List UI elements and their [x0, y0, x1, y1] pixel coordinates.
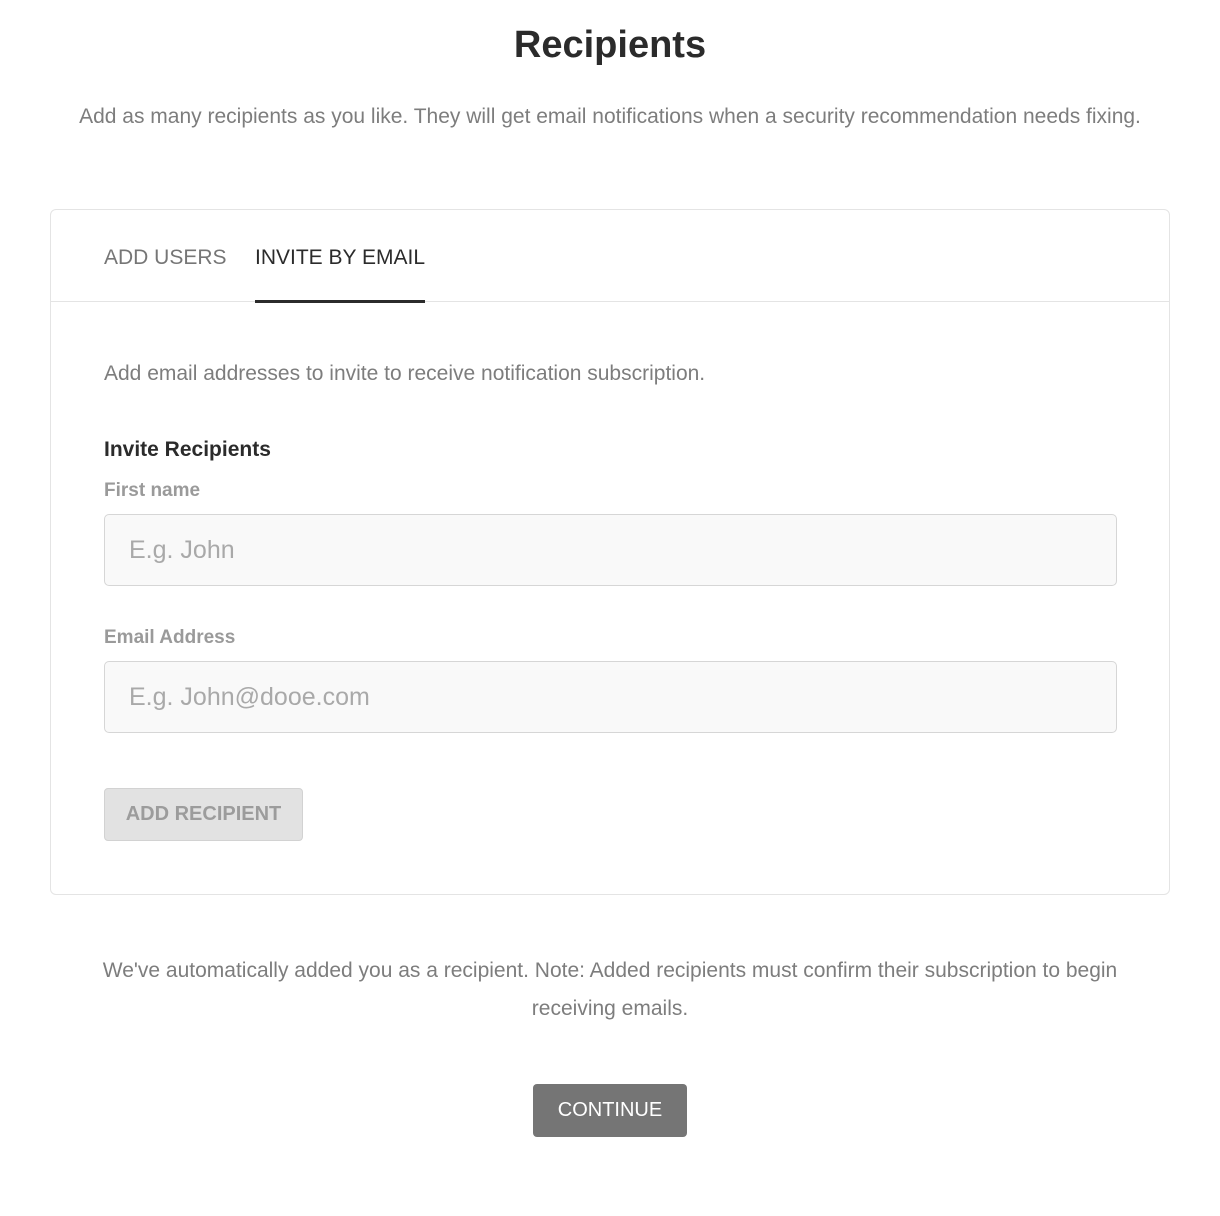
page-subtitle: Add as many recipients as you like. They will get email notifications when a security recommendation needs fixing.: [79, 105, 1141, 128]
email-address-label: Email Address: [104, 627, 236, 648]
add-recipient-button[interactable]: ADD RECIPIENT: [104, 788, 303, 841]
first-name-input[interactable]: [104, 514, 1117, 586]
recipients-card: [50, 209, 1170, 895]
tab-invite-by-email[interactable]: INVITE BY EMAIL: [255, 210, 425, 302]
tab-bar: [51, 210, 1169, 302]
invite-intro-text: Add email addresses to invite to receive notification subscription.: [104, 362, 706, 385]
page-title: Recipients: [513, 24, 707, 66]
tab-add-users[interactable]: ADD USERS: [104, 246, 227, 269]
invite-recipients-heading: Invite Recipients: [104, 438, 271, 461]
auto-added-note: We've automatically added you as a recipient. Note: Added recipients must confirm their subscription to begin receiving emails.: [102, 959, 1118, 1020]
continue-button[interactable]: CONTINUE: [533, 1084, 687, 1137]
first-name-label: First name: [104, 480, 201, 501]
email-address-input[interactable]: [104, 661, 1117, 733]
